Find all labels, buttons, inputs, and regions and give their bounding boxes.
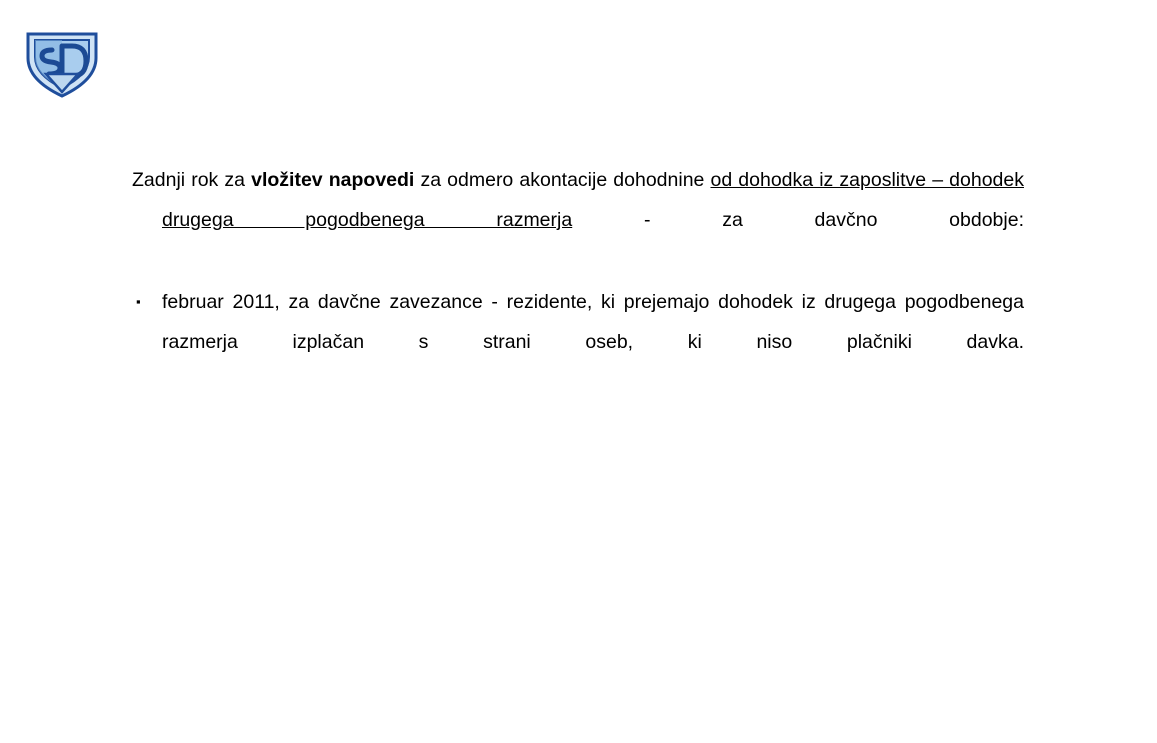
sd-shield-logo	[22, 28, 102, 100]
list-item-text: februar 2011, za davčne zavezance - rezidente, ki prejemajo dohodek iz drugega pogodbenega razmerja izplačan s strani oseb, ki niso plačniki davka.	[162, 291, 1024, 353]
bullet-marker-icon: ▪	[136, 294, 141, 309]
paragraph-segment-1: Zadnji rok za	[132, 169, 252, 191]
paragraph-segment-3: za odmero akontacije dohodnine	[414, 169, 711, 191]
paragraph-segment-5: - za davčno obdobje:	[572, 209, 1025, 231]
paragraph-segment-bold: vložitev napovedi	[251, 169, 415, 191]
slide-text-body	[132, 160, 1024, 402]
lead-paragraph	[132, 160, 1024, 280]
paragraph-segment-underlined: od dohodka iz zaposlitve – dohodek drugega pogodbenega razmerja	[162, 169, 1024, 231]
list-item	[132, 282, 1024, 402]
bullet-list	[132, 282, 1024, 402]
